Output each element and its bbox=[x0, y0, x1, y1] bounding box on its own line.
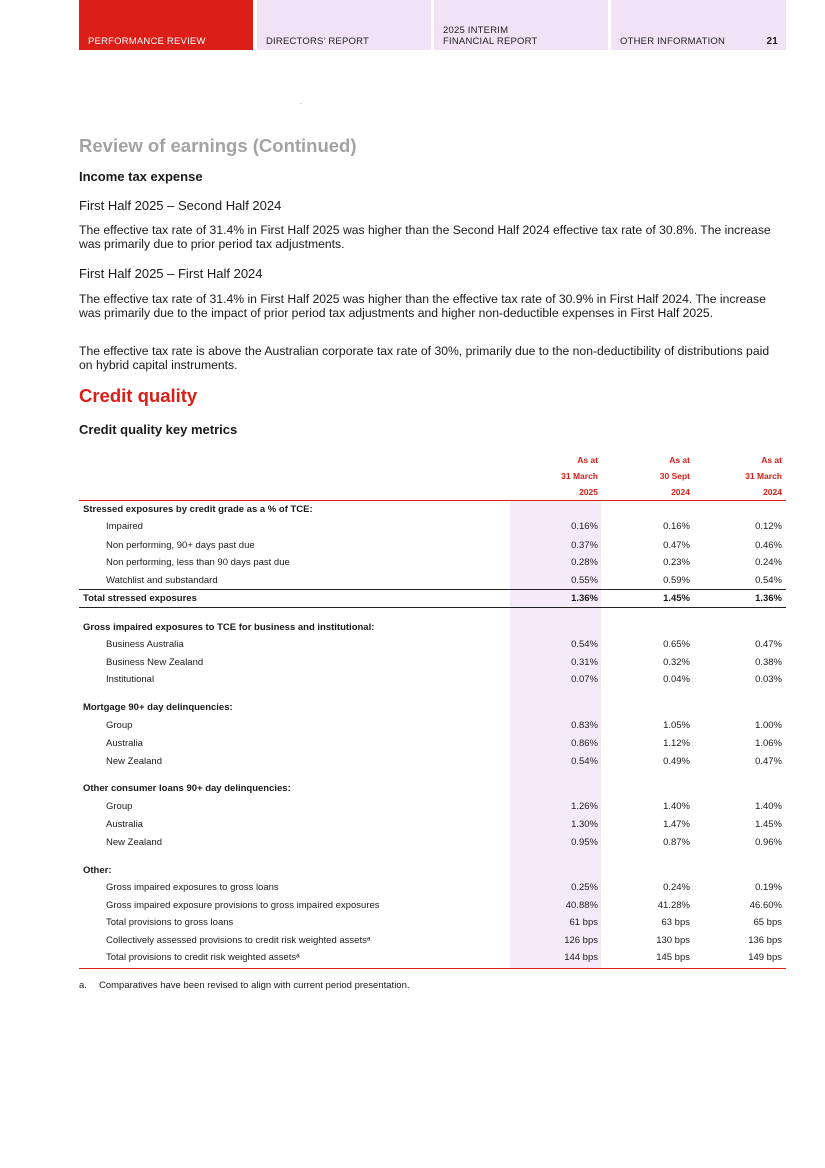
cell-value: 0.47% bbox=[755, 639, 782, 650]
cell-value: 65 bps bbox=[753, 917, 782, 928]
row-label: Gross impaired exposure provisions to gross impaired exposures bbox=[106, 900, 380, 911]
cell-value: 0.03% bbox=[755, 674, 782, 685]
cell-value: 0.24% bbox=[755, 557, 782, 568]
column-header-line: As at bbox=[761, 455, 782, 465]
table-row bbox=[79, 897, 786, 915]
cell-value: 0.55% bbox=[571, 575, 598, 586]
paragraph: The effective tax rate is above the Australian corporate tax rate of 30%, primarily due to the non-deductibility of distributions paid on hybrid capital instruments. bbox=[79, 344, 770, 372]
column-header-line: 2025 bbox=[579, 487, 598, 497]
table-row bbox=[79, 636, 786, 654]
section-title: Review of earnings (Continued) bbox=[79, 135, 357, 156]
cell-value: 1.26% bbox=[571, 801, 598, 812]
cell-value: 0.04% bbox=[663, 674, 690, 685]
column-header bbox=[610, 452, 690, 500]
cell-value: 40.88% bbox=[565, 900, 598, 911]
cell-value: 149 bps bbox=[748, 952, 782, 963]
table-row bbox=[79, 717, 786, 735]
table-bottom-rule bbox=[79, 968, 786, 969]
table-row bbox=[79, 914, 786, 932]
table-row bbox=[79, 671, 786, 689]
row-label: Watchlist and substandard bbox=[106, 575, 218, 586]
cell-value: 0.54% bbox=[571, 639, 598, 650]
cell-value: 0.07% bbox=[571, 674, 598, 685]
cell-value: 0.49% bbox=[663, 756, 690, 767]
cell-value: 0.47% bbox=[755, 756, 782, 767]
table-row bbox=[79, 554, 786, 572]
table-row bbox=[79, 879, 786, 897]
cell-value: 61 bps bbox=[569, 917, 598, 928]
row-label: Total provisions to credit risk weighted assetsᵃ bbox=[106, 952, 300, 963]
row-label: Total stressed exposures bbox=[83, 593, 197, 604]
table-section-heading bbox=[79, 501, 786, 519]
cell-value: 0.96% bbox=[755, 837, 782, 848]
row-label: New Zealand bbox=[106, 756, 162, 767]
cell-value: 41.28% bbox=[657, 900, 690, 911]
cell-value: 1.05% bbox=[663, 720, 690, 731]
cell-value: 1.30% bbox=[571, 819, 598, 830]
column-header bbox=[702, 452, 782, 500]
tab-label bbox=[443, 25, 538, 47]
column-header-line: 31 March bbox=[561, 471, 598, 481]
row-label: Gross impaired exposures to gross loans bbox=[106, 882, 279, 893]
tab-label: OTHER INFORMATION bbox=[620, 36, 726, 47]
period-heading: First Half 2025 – Second Half 2024 bbox=[79, 198, 282, 213]
row-label: Group bbox=[106, 720, 133, 731]
total-rule-bottom bbox=[79, 607, 786, 608]
page-number: 21 bbox=[766, 36, 778, 47]
cell-value: 0.16% bbox=[663, 521, 690, 532]
table-row bbox=[79, 834, 786, 852]
row-label: Impaired bbox=[106, 521, 143, 532]
row-label: Non performing, less than 90 days past due bbox=[106, 557, 290, 568]
row-label: Total provisions to gross loans bbox=[106, 917, 234, 928]
tab-directors-report[interactable] bbox=[257, 0, 431, 50]
table-row bbox=[79, 949, 786, 967]
column-header bbox=[518, 452, 598, 500]
cell-value: 1.47% bbox=[663, 819, 690, 830]
cell-value: 0.95% bbox=[571, 837, 598, 848]
cell-value: 1.06% bbox=[755, 738, 782, 749]
table-row bbox=[79, 735, 786, 753]
row-label: Stressed exposures by credit grade as a % of TCE: bbox=[83, 504, 313, 515]
table-section-heading bbox=[79, 699, 786, 717]
footnote-letter: a. bbox=[79, 980, 87, 991]
footnote bbox=[79, 980, 410, 991]
paragraph: The effective tax rate of 31.4% in First Half 2025 was higher than the effective tax rate of 30.9% in First Half 2024. The increase was primarily due to the impact of prior period tax adjustments and higher non-deductible expenses in First Half 2025. bbox=[79, 292, 766, 320]
table-total-row bbox=[79, 590, 786, 608]
table-row bbox=[79, 932, 786, 950]
row-label: Institutional bbox=[106, 674, 155, 685]
table-row bbox=[79, 816, 786, 834]
tab-label: DIRECTORS’ REPORT bbox=[266, 36, 369, 47]
cell-value: 126 bps bbox=[564, 935, 598, 946]
row-label: Group bbox=[106, 801, 133, 812]
cell-value: 0.16% bbox=[571, 521, 598, 532]
cell-value: 1.40% bbox=[663, 801, 690, 812]
cell-value: 0.59% bbox=[663, 575, 690, 586]
cell-value: 0.87% bbox=[663, 837, 690, 848]
tab-label-line1: 2025 INTERIM bbox=[443, 25, 509, 36]
row-label: Collectively assessed provisions to credit risk weighted assetsᵃ bbox=[106, 935, 371, 946]
table-section-heading bbox=[79, 862, 786, 880]
table-section-heading bbox=[79, 619, 786, 637]
row-label: Mortgage 90+ day delinquencies: bbox=[83, 702, 233, 713]
cell-value: 0.47% bbox=[663, 540, 690, 551]
cell-value: 0.24% bbox=[663, 882, 690, 893]
row-label: Other consumer loans 90+ day delinquencies: bbox=[83, 783, 291, 794]
cell-value: 63 bps bbox=[661, 917, 690, 928]
cell-value: 1.00% bbox=[755, 720, 782, 731]
row-label: Gross impaired exposures to TCE for business and institutional: bbox=[83, 622, 375, 633]
table-title: Credit quality key metrics bbox=[79, 422, 238, 437]
cell-value: 0.54% bbox=[755, 575, 782, 586]
column-header-line: 2024 bbox=[763, 487, 782, 497]
table-row bbox=[79, 537, 786, 555]
cell-value: 130 bps bbox=[656, 935, 690, 946]
tab-interim-financial-report[interactable] bbox=[434, 0, 608, 50]
cell-value: 0.23% bbox=[663, 557, 690, 568]
cell-value: 0.83% bbox=[571, 720, 598, 731]
tab-label-line2: FINANCIAL REPORT bbox=[443, 36, 538, 47]
tab-performance-review[interactable] bbox=[79, 0, 253, 50]
cell-value: 0.86% bbox=[571, 738, 598, 749]
section-nav bbox=[79, 0, 786, 50]
row-label: Non performing, 90+ days past due bbox=[106, 540, 255, 551]
footnote-text: Comparatives have been revised to align with current period presentation. bbox=[99, 980, 410, 991]
section-title-credit-quality: Credit quality bbox=[79, 385, 198, 406]
column-header-line: 30 Sept bbox=[659, 471, 690, 481]
cell-value: 0.28% bbox=[571, 557, 598, 568]
row-label: Other: bbox=[83, 865, 112, 876]
cell-value: 0.46% bbox=[755, 540, 782, 551]
column-header-line: 31 March bbox=[745, 471, 782, 481]
cell-value: 0.12% bbox=[755, 521, 782, 532]
cell-value: 0.38% bbox=[755, 657, 782, 668]
row-label: New Zealand bbox=[106, 837, 162, 848]
table-section-heading bbox=[79, 780, 786, 798]
cell-value: 0.31% bbox=[571, 657, 598, 668]
column-header-line: As at bbox=[669, 455, 690, 465]
cell-value: 0.32% bbox=[663, 657, 690, 668]
cell-value: 136 bps bbox=[748, 935, 782, 946]
cell-value: 0.65% bbox=[663, 639, 690, 650]
cell-value: 0.25% bbox=[571, 882, 598, 893]
table-row bbox=[79, 572, 786, 590]
row-label: Business Australia bbox=[106, 639, 184, 650]
tab-label: PERFORMANCE REVIEW bbox=[88, 36, 206, 47]
cell-value: 1.40% bbox=[755, 801, 782, 812]
cell-value: 0.54% bbox=[571, 756, 598, 767]
period-heading: First Half 2025 – First Half 2024 bbox=[79, 266, 263, 281]
column-header-line: As at bbox=[577, 455, 598, 465]
cell-value: 1.45% bbox=[755, 819, 782, 830]
cell-value: 1.36% bbox=[755, 593, 782, 604]
cell-value: 144 bps bbox=[564, 952, 598, 963]
row-label: Business New Zealand bbox=[106, 657, 204, 668]
cell-value: 1.36% bbox=[571, 593, 598, 604]
cell-value: 0.37% bbox=[571, 540, 598, 551]
column-header-line: 2024 bbox=[671, 487, 690, 497]
stray-dot: . bbox=[300, 100, 302, 106]
table-row bbox=[79, 798, 786, 816]
cell-value: 1.12% bbox=[663, 738, 690, 749]
row-label: Australia bbox=[106, 738, 143, 749]
row-label: Australia bbox=[106, 819, 143, 830]
subsection-title: Income tax expense bbox=[79, 169, 203, 184]
cell-value: 145 bps bbox=[656, 952, 690, 963]
cell-value: 46.60% bbox=[749, 900, 782, 911]
credit-metrics-table bbox=[79, 452, 786, 970]
tab-other-information[interactable] bbox=[611, 0, 786, 50]
cell-value: 0.19% bbox=[755, 882, 782, 893]
table-row bbox=[79, 654, 786, 672]
paragraph: The effective tax rate of 31.4% in First Half 2025 was higher than the Second Half 2024 effective tax rate of 30.8%. The increase was primarily due to prior period tax adjustments. bbox=[79, 223, 771, 251]
table-row bbox=[79, 518, 786, 536]
table-row bbox=[79, 753, 786, 771]
cell-value: 1.45% bbox=[663, 593, 690, 604]
